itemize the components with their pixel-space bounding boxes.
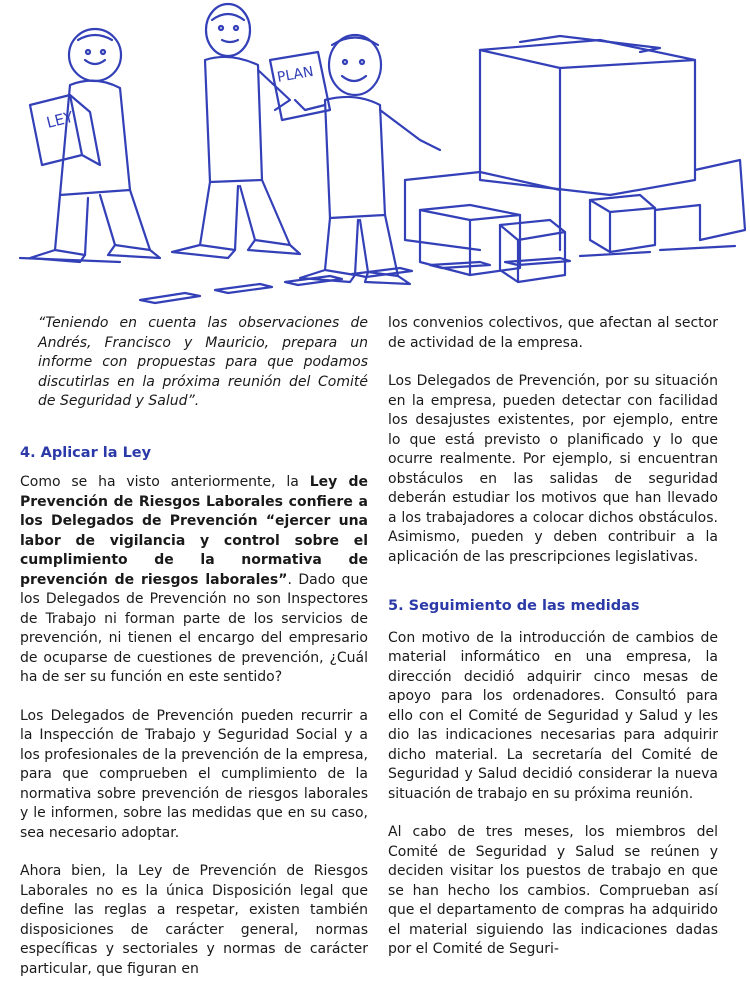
section-4-paragraph-1 xyxy=(20,473,368,688)
person-with-law-book xyxy=(30,29,160,262)
section-4-heading: 4. Aplicar la Ley xyxy=(20,444,152,461)
boxes-stack xyxy=(405,36,745,282)
plan-sheet-label: PLAN xyxy=(275,63,315,86)
section-4-paragraph-3: Ahora bien, la Ley de Prevención de Riesgos Laborales no es la única Disposición legal que define las reglas a respetar, existen también disposiciones de carácter general, normas específicas y sectoriales y normas de carácter particular, que figuran en xyxy=(20,863,368,977)
right-paragraph-1: los convenios colectivos, que afectan al sector de actividad de la empresa. xyxy=(388,315,718,351)
person-smiling xyxy=(295,35,440,284)
left-column xyxy=(20,314,368,998)
floor-lines xyxy=(20,246,735,303)
section-5-paragraph-1: Con motivo de la introducción de cambios de material informático en una empresa, la dirección decidió adquirir cinco mesas de apoyo para los ordenadores. Consultó para ello con el Comité de Seguridad y Salud y les dio las indicaciones necesarias para adquirir dicho material. La secretaría del Comité de Seguridad y Salud decidió considerar la nueva situación de trabajo en su próxima reunión. xyxy=(388,629,718,802)
section-4-paragraph-2: Los Delegados de Prevención pueden recurrir a la Inspección de Trabajo y Seguridad Social y a los profesionales de la prevención de la empresa, para que comprueben el cumplimiento de la normativa sobre prevención de riesgos laborales y le informen, sobre las medidas que en su caso, sea necesario adoptar. xyxy=(20,707,368,841)
right-paragraph-2: Los Delegados de Prevención, por su situación en la empresa, pueden detectar con facilidad los desajustes existentes, por ejemplo, entre lo que está previsto o planificado y lo que ocurre realmente. Por ejemplo, si encuentran obstáculos en las salidas de seguridad deberán estudiar los motivos que han llevado a los trabajadores a colocar dichos obstáculos. Asimismo, pueden y deben contribuir a la aplicación de las prescripciones legislativas. xyxy=(388,373,718,565)
person-with-plan xyxy=(172,4,330,258)
p1-intro: Como se ha visto anteriormente, la xyxy=(20,474,310,490)
section-5-paragraph-2: Al cabo de tres meses, los miembros del Comité de Seguridad y Salud se reúnen y deciden visitar los puestos de trabajo en que se han hecho los cambios. Comprueban así que el departamento de compras ha adquirido el material siguiendo las indicaciones dadas por el Comité de Seguri- xyxy=(388,824,718,957)
illustration-caption-quote: “Teniendo en cuenta las observaciones de Andrés, Francisco y Mauricio, prepara un informe con propuestas para que podamos discutirlas en la próxima reunión del Comité de Seguridad y Salud”. xyxy=(38,315,368,409)
p1-bold-law: Ley de Prevención de Riesgos Laborales confiere a los Delegados de Prevención “ejercer una labor de vigilancia y control sobre el cumplimiento de la normativa de prevención de riesgos laborales” xyxy=(20,474,368,588)
right-column xyxy=(388,314,718,979)
section-5-heading: 5. Seguimiento de las medidas xyxy=(388,598,640,614)
p1-rest: . Dado que los Delegados de Prevención no son Inspectores de Trabajo ni forman parte de los servicios de prevención, ni tienen el encargo del empresario de ocuparse de cuestiones de prevención, ¿Cuál ha de ser su función en este sentido? xyxy=(20,571,368,685)
ley-book-label: LEY xyxy=(44,107,76,132)
cartoon-illustration xyxy=(0,0,750,312)
